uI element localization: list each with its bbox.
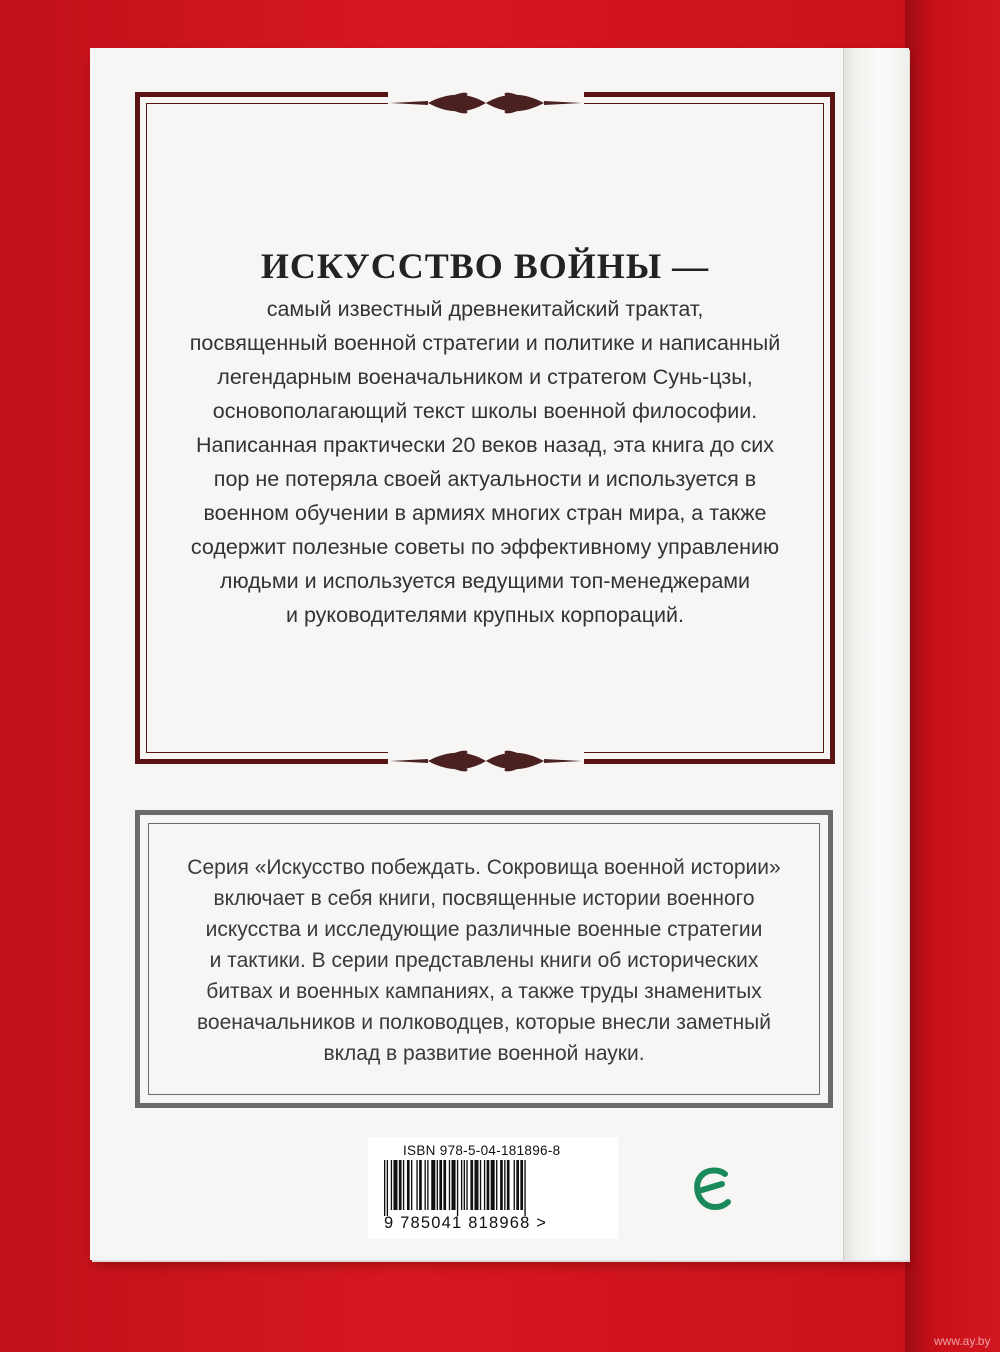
series-description [148,852,820,1069]
series-line: военачальников и полководцев, которые внесли заметный [196,1011,772,1034]
series-line: искусства и исследующие различные военные стратегии [205,918,763,941]
book-spine [843,48,909,1260]
series-line: включает в себя книги, посвященные истории военного [213,887,755,910]
barcode-bar [504,1160,505,1210]
barcode-bar [403,1160,404,1210]
barcode-bar [466,1160,467,1210]
barcode-bar [452,1160,456,1210]
eksmo-logo-icon [692,1166,734,1212]
barcode-bar [491,1160,495,1210]
barcode-icon [384,1160,584,1216]
bottom-ornament-icon [388,744,584,778]
barcode-bar [393,1160,397,1210]
barcode-bar [443,1160,446,1210]
description-line: самый известный древнекитайский трактат, [266,297,704,321]
barcode-bar [500,1160,503,1210]
barcode-bar [391,1160,392,1210]
barcode-bar [427,1160,428,1210]
description-line: и руководителями крупных корпораций. [285,603,685,627]
description-line: пор не потеряла своей актуальности и используется в [213,467,757,491]
barcode-bar [384,1160,385,1216]
description-line: Написанная практически 20 веков назад, эта книга до сих [195,433,775,457]
barcode-bar [514,1160,515,1210]
barcode-bar [474,1160,478,1210]
barcode-bar [484,1160,485,1210]
description-line: легендарным военачальником и стратегом Сунь-цзы, [217,365,753,389]
barcode-bar [419,1160,422,1210]
description-line: посвященный военной стратегии и политике и написанный [189,331,781,355]
barcode-bar [416,1160,417,1210]
barcode-bar [425,1160,426,1210]
barcode-bar [437,1160,438,1210]
series-line: вклад в развитие военной науки. [323,1042,645,1065]
barcode-bar [407,1160,410,1210]
description-line: военном обучении в армиях многих стран мира, а также [203,501,767,525]
barcode-bar [399,1160,402,1210]
watermark: www.ay.by [934,1334,991,1348]
barcode-bar [520,1160,523,1210]
cover-description-block [170,240,800,632]
barcode-bar [449,1160,450,1210]
red-background-right [905,0,1000,1352]
book-title: ИСКУССТВО ВОЙНЫ — [260,246,710,286]
barcode-bar [516,1160,519,1210]
series-line: и тактики. В серии представлены книги об исторических [209,949,759,972]
barcode-digits: 9 785041 818968 > [384,1214,548,1232]
barcode-bar [507,1160,510,1210]
barcode-bar [464,1160,465,1210]
description-line: людьми и используется ведущими топ-менеджерами [219,569,751,593]
barcode-bar [461,1160,462,1210]
series-line: Серия «Искусство побеждать. Сокровища военной истории» [187,856,781,879]
barcode-bar [470,1160,473,1210]
barcode-bar [487,1160,490,1210]
isbn-text: ISBN 978-5-04-181896-8 [403,1143,561,1158]
description-line: содержит полезные советы по эффективному управлению [190,535,780,559]
barcode-bar [387,1160,388,1216]
description-line: основополагающий текст школы военной философии. [212,399,758,423]
series-line: битвах и военных кампаниях, а также труды знаменитых [206,980,762,1003]
barcode-bar [480,1160,481,1210]
barcode-bar [496,1160,497,1210]
description-text [170,292,800,632]
barcode-bar [524,1160,525,1216]
barcode-bar [439,1160,442,1210]
barcode-bar [411,1160,412,1210]
top-ornament-icon [388,86,584,120]
barcode-bar [457,1160,458,1216]
barcode-bar [431,1160,435,1210]
